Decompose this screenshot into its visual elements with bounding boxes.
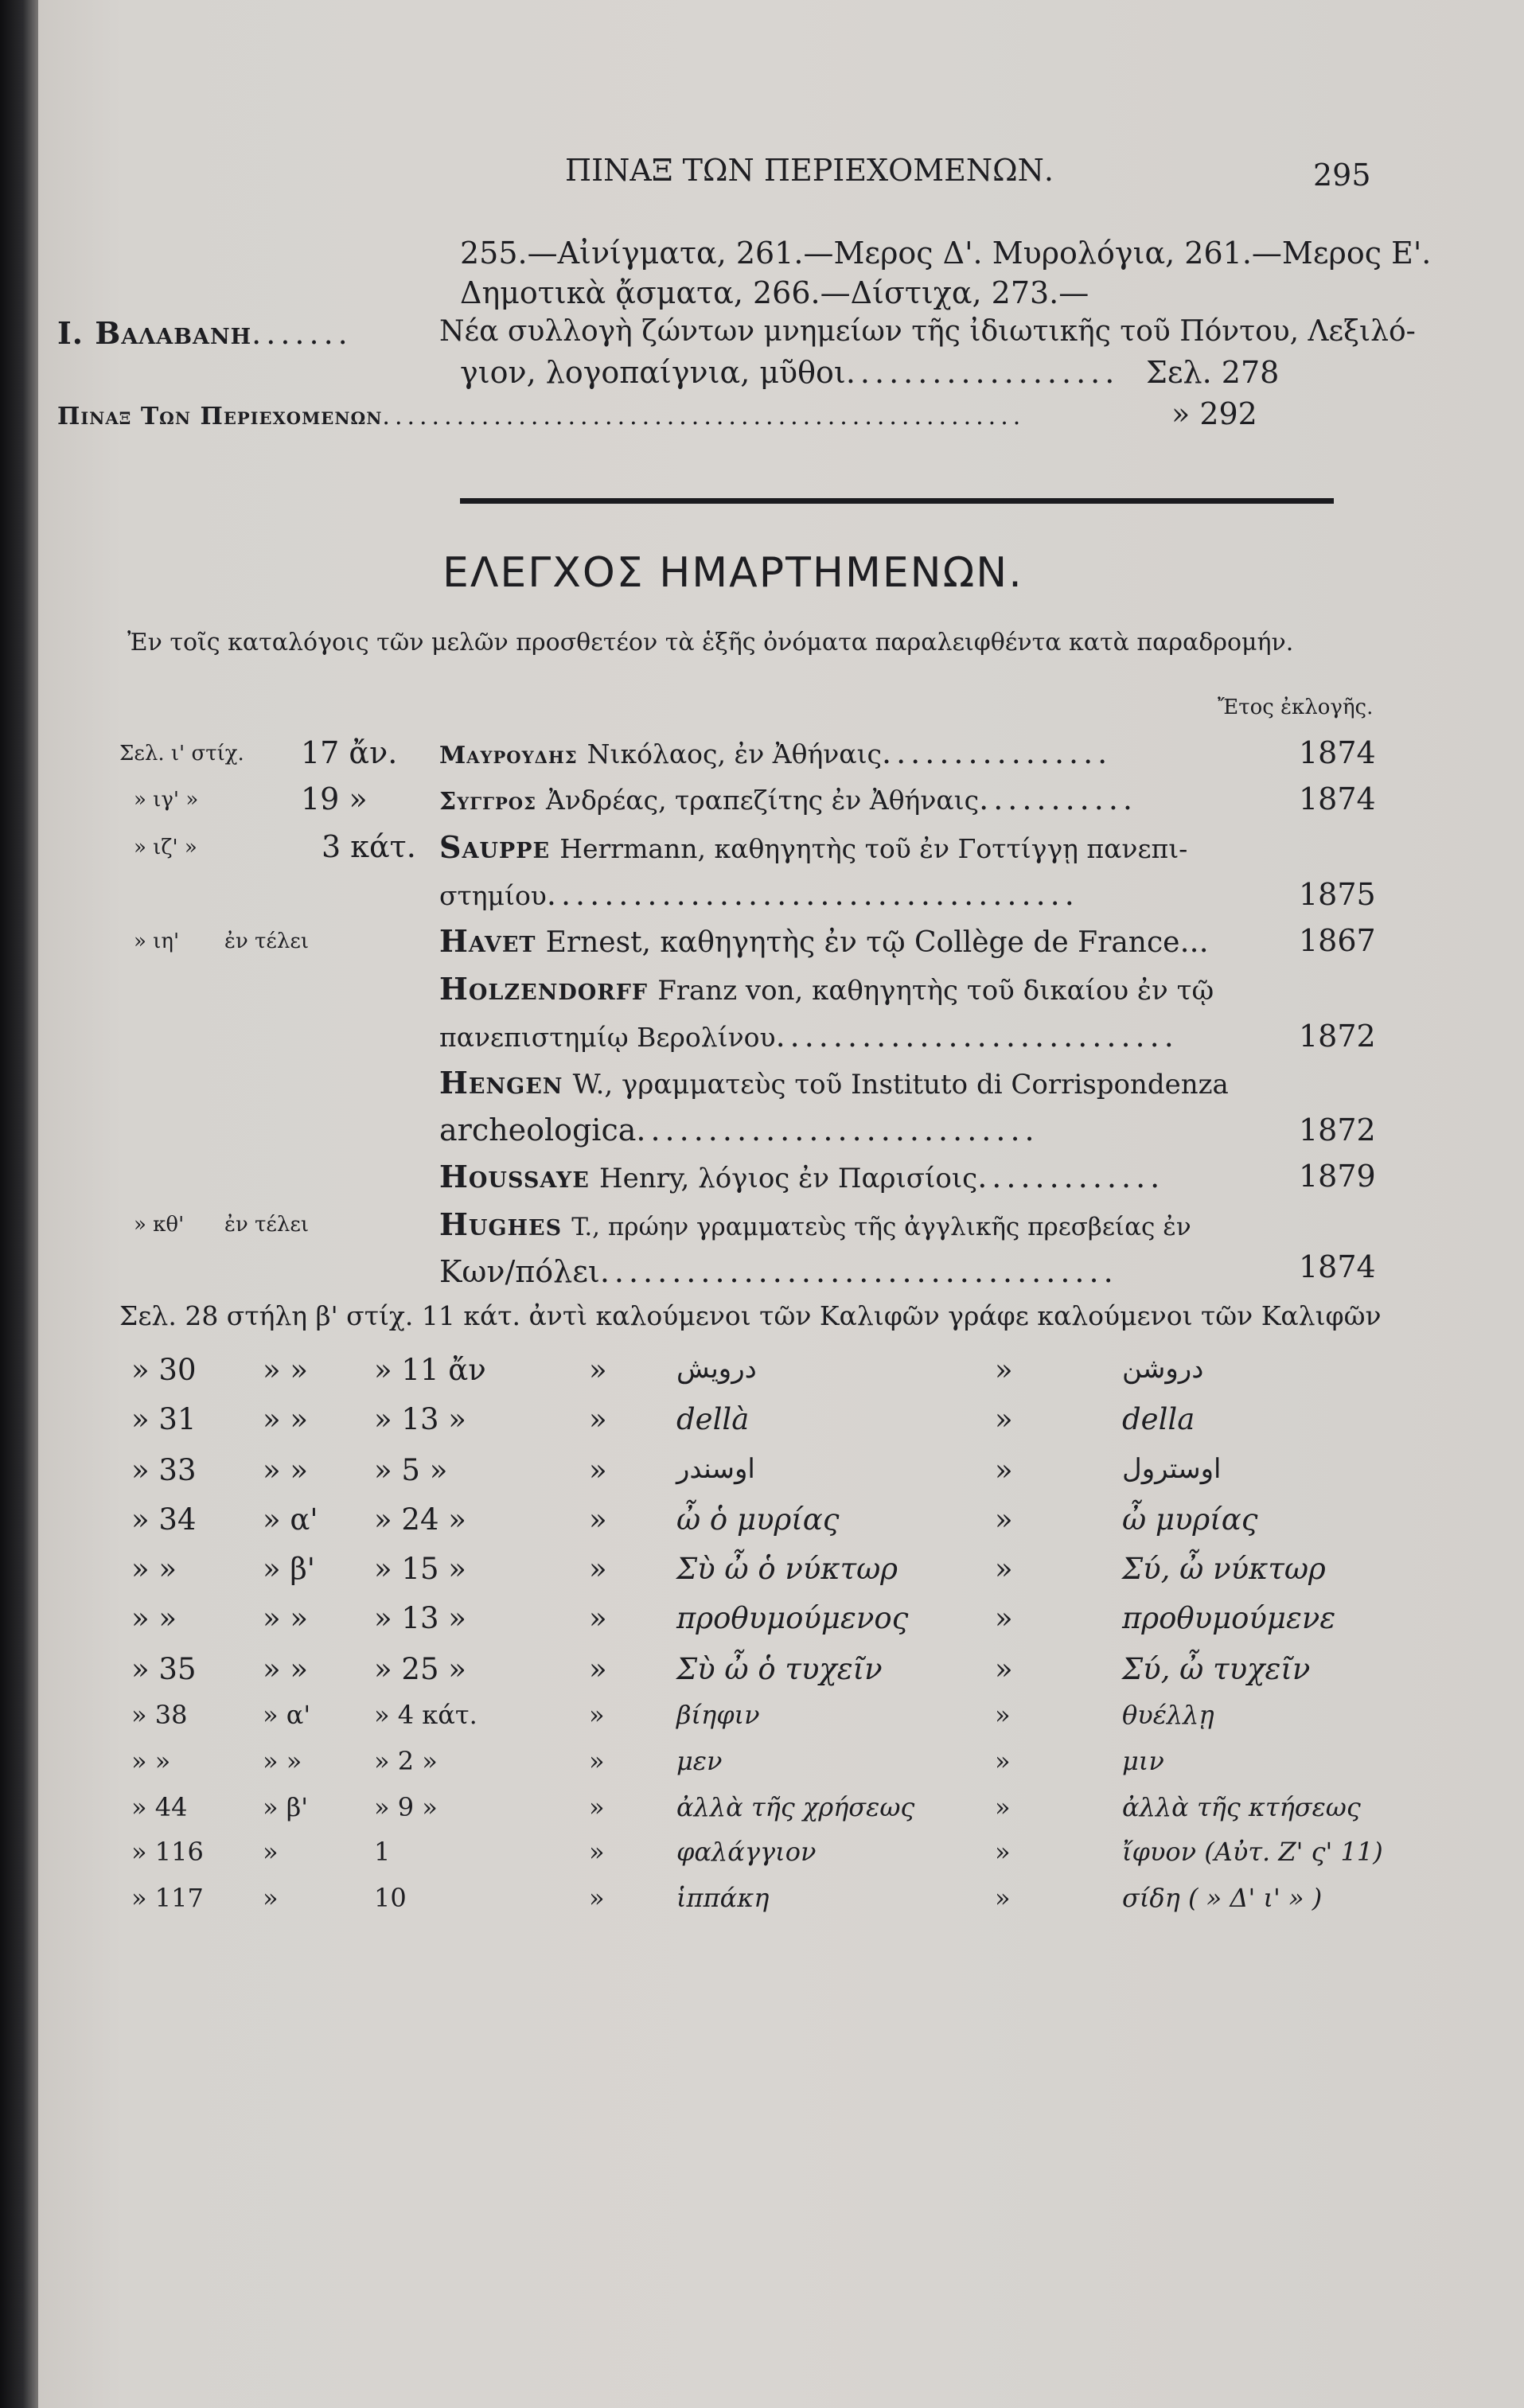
toc-leader-dots: ................... [845,355,1120,390]
entry-leader-dots: ............. [977,1159,1165,1194]
entry-cont-text: στημίου [439,880,547,911]
corrections-intro: Σελ. 28 στήλη β' στίχ. 11 κάτ. ἀντὶ καλούμενοι τῶν Καλιφῶν γράφε καλούμενοι τῶν Καλιφῶν [119,1300,1382,1331]
entry-ref: » ιζ' » [134,836,197,859]
entry-line-ref: 3 κάτ. [322,829,416,864]
correction-cell-st: » 5 » [374,1453,448,1487]
correction-cell-wrong: βίηφιν [676,1700,760,1730]
running-header-title: ΠΙΝΑΞ ΤΩΝ ΠΕΡΙΕΧΟΜΕΝΩΝ. [565,153,1054,188]
correction-cell-sel: » » [131,1601,177,1635]
toc-entry-author [57,315,353,351]
correction-cell-q: » [589,1552,607,1586]
entry-year: 1874 [1299,735,1376,770]
correction-cell-q: » [589,1402,607,1436]
toc-leader-dots: ....... [251,316,353,351]
correction-cell-right: ὦ μυρίας [1122,1502,1258,1537]
correction-cell-right: اوسترول [1122,1453,1222,1485]
entry-text [439,829,1187,865]
correction-cell-sel: » » [131,1552,177,1586]
year-column-header: Ἔτος ἐκλογῆς. [1218,696,1374,719]
errata-intro: Ἐν τοῖς καταλόγοις τῶν μελῶν προσθετέον τὰ ἑξῆς ὀνόματα παραλειφθέντα κατὰ παραδρομήν. [127,629,1294,657]
correction-cell-wrong: μεν [676,1746,723,1776]
correction-cell-wrong: dellà [676,1402,750,1436]
entry-surname: Houssaye [439,1159,590,1194]
correction-cell-st: » 9 » [374,1792,438,1822]
toc-leader-dots: .................................................... [382,403,1026,431]
correction-cell-sel: » 117 [131,1883,204,1913]
correction-cell-col: » α' [263,1502,318,1537]
entry-line-ref: 17 ἄν. [301,735,398,770]
correction-cell-q2: » [995,1700,1011,1730]
correction-cell-sel: » » [131,1746,171,1776]
correction-cell-q2: » [995,1601,1013,1635]
correction-cell-q: » [589,1601,607,1635]
entry-text [439,781,1137,816]
entry-description: W., γραμματεὺς τοῦ Instituto di Corrispondenza [572,1069,1229,1101]
book-spine-shadow [0,0,38,2408]
correction-cell-col: » » [263,1652,309,1686]
entry-text [439,735,1112,770]
correction-cell-q: » [589,1353,607,1387]
toc-entry-description [460,355,1119,390]
correction-cell-right: προθυμούμενε [1122,1601,1336,1635]
correction-cell-st: 10 [374,1883,407,1913]
correction-cell-right: ἴφυον (Αὐτ. Ζ' ς' 11) [1122,1837,1383,1867]
entry-cont-text: Κων/πόλει [439,1254,600,1289]
correction-cell-wrong: ἀλλὰ τῆς χρήσεως [676,1792,915,1822]
correction-cell-st: » 15 » [374,1552,466,1586]
entry-text [439,1206,1191,1242]
correction-cell-col: » β' [263,1552,315,1586]
toc-entry-index [57,396,1025,431]
entry-continuation [439,1254,1118,1289]
correction-cell-wrong: ἱππάκη [676,1883,770,1913]
correction-cell-right: μιν [1122,1746,1164,1776]
entry-continuation [439,1112,1039,1148]
entry-text [439,1159,1164,1194]
section-divider [460,498,1334,504]
correction-cell-col: » » [263,1353,309,1387]
correction-cell-sel: » 31 [131,1402,197,1436]
correction-cell-sel: » 116 [131,1837,204,1867]
correction-cell-right: Σύ, ὦ τυχεῖν [1122,1652,1311,1686]
entry-cont-text: πανεπιστημίῳ Βερολίνου [439,1022,776,1053]
correction-cell-st: » 13 » [374,1402,466,1436]
correction-cell-right: دروشن [1122,1353,1204,1385]
correction-cell-q2: » [995,1652,1013,1686]
correction-cell-wrong: φαλάγγιον [676,1837,817,1867]
entry-text [439,1065,1229,1101]
correction-cell-st: » 11 ἄν [374,1353,486,1387]
correction-cell-st: » 2 » [374,1746,438,1776]
entry-surname: Sauppe [439,829,551,865]
entry-year: 1867 [1299,923,1376,958]
correction-cell-sel: » 44 [131,1792,188,1822]
entry-leader-dots: ............................ [775,1019,1179,1054]
entry-leader-dots: ..................................... [546,877,1079,912]
correction-cell-sel: » 34 [131,1502,197,1537]
toc-desc-cont: γιον, λογοπαίγνια, μῦθοι [460,355,846,390]
correction-cell-q2: » [995,1883,1011,1913]
entry-line-ref: 19 » [301,781,368,816]
entry-surname: Μαυρουδης [439,742,578,770]
correction-cell-right: θυέλλῃ [1122,1700,1214,1730]
correction-cell-q: » [589,1792,605,1822]
entry-ref: » κθ' [134,1213,185,1237]
correction-cell-col: » » [263,1402,309,1436]
entry-year: 1872 [1299,1112,1376,1148]
toc-index-name: Πιναξ Των Περιεχομενων [57,403,383,431]
correction-cell-wrong: Σὺ ὦ ὁ νύκτωρ [676,1552,898,1586]
toc-author-name: Ι. Βαλαβανη [57,315,252,351]
entry-ref: » ιη' [134,929,180,953]
entry-leader-dots: ............................ [636,1112,1039,1148]
errata-title: ΕΛΕΓΧΟΣ ΗΜΑΡΤΗΜΕΝΩΝ. [442,549,1023,597]
correction-cell-sel: » 33 [131,1453,197,1487]
correction-cell-q: » [589,1700,605,1730]
toc-page-ref: Σελ. 278 [1146,355,1280,390]
entry-description: Ἀνδρέας, τραπεζίτης ἐν Ἀθήναις [546,785,980,816]
correction-cell-col: » [263,1837,279,1867]
correction-cell-q2: » [995,1792,1011,1822]
entry-line-ref: ἐν τέλει [224,1213,310,1237]
entry-leader-dots: ................ [882,735,1113,770]
entry-leader-dots: ... [1179,924,1209,959]
entry-ref: » ιγ' » [134,788,199,812]
correction-cell-sel: » 30 [131,1353,197,1387]
correction-cell-right: σίδη ( » Δ' ι' » ) [1122,1883,1323,1913]
entry-leader-dots: .................................... [599,1254,1118,1289]
correction-cell-col: » » [263,1746,302,1776]
correction-cell-sel: » 38 [131,1700,188,1730]
correction-cell-q: » [589,1746,605,1776]
entry-description: Ernest, καθηγητὴς ἐν τῷ Collège de France [545,926,1180,959]
correction-cell-st: 1 [374,1837,391,1867]
correction-cell-sel: » 35 [131,1652,197,1686]
correction-cell-q: » [589,1883,605,1913]
correction-cell-q2: » [995,1502,1013,1537]
correction-cell-col: » β' [263,1792,309,1822]
entry-continuation [439,877,1079,912]
entry-line-ref: ἐν τέλει [224,929,310,953]
toc-page-ref: » 292 [1171,396,1257,431]
correction-cell-st: » 13 » [374,1601,466,1635]
correction-cell-q: » [589,1837,605,1867]
correction-cell-col: » α' [263,1700,311,1730]
entry-description: Henry, λόγιος ἐν Παρισίοις [598,1163,978,1194]
correction-cell-q: » [589,1502,607,1537]
entry-text [439,971,1214,1007]
correction-cell-q2: » [995,1353,1013,1387]
correction-cell-wrong: درويش [676,1353,757,1385]
correction-cell-wrong: اوسندر [676,1453,755,1485]
entry-description: Franz von, καθηγητὴς τοῦ δικαίου ἐν τῷ [657,975,1214,1007]
correction-cell-col: » [263,1883,279,1913]
entry-year: 1874 [1299,781,1376,816]
correction-cell-q2: » [995,1453,1013,1487]
correction-cell-q2: » [995,1837,1011,1867]
correction-cell-q2: » [995,1746,1011,1776]
correction-cell-q2: » [995,1402,1013,1436]
toc-entry-description: Νέα συλλογὴ ζώντων μνημείων τῆς ἰδιωτικῆς τοῦ Πόντου, Λεξιλό- [439,315,1416,348]
entry-surname: Συγγρος [439,788,536,816]
entry-description: Herrmann, καθηγητὴς τοῦ ἐν Γοττίγγῃ πανεπι- [559,833,1188,864]
entry-continuation [439,1019,1179,1054]
entry-text [439,923,1209,959]
correction-cell-q: » [589,1453,607,1487]
entry-leader-dots: ........... [979,781,1137,816]
toc-line: 255.—Αἰνίγματα, 261.—Μερος Δ'. Μυρολόγια, 261.—Μερος Ε'. [460,236,1432,271]
correction-cell-right: della [1122,1402,1195,1436]
entry-ref: Σελ. ι' στίχ. [119,742,244,766]
correction-cell-right: Σύ, ὦ νύκτωρ [1122,1552,1326,1586]
correction-cell-q: » [589,1652,607,1686]
correction-cell-st: » 24 » [374,1502,466,1537]
entry-surname: Hengen [439,1065,563,1101]
correction-cell-q2: » [995,1552,1013,1586]
entry-cont-text: archeologica [439,1112,637,1148]
correction-cell-wrong: ὦ ὁ μυρίας [676,1502,840,1537]
entry-year: 1875 [1299,877,1376,912]
correction-cell-col: » » [263,1601,309,1635]
correction-cell-st: » 25 » [374,1652,466,1686]
correction-cell-wrong: Σὺ ὦ ὁ τυχεῖν [676,1652,883,1686]
entry-surname: Hughes [439,1206,563,1242]
entry-year: 1872 [1299,1019,1376,1054]
correction-cell-wrong: προθυμούμενος [676,1601,909,1635]
correction-cell-col: » » [263,1453,309,1487]
correction-cell-right: ἀλλὰ τῆς κτήσεως [1122,1792,1361,1822]
entry-surname: Havet [439,923,536,959]
correction-cell-st: » 4 κάτ. [374,1700,477,1730]
page-number: 295 [1313,158,1371,193]
toc-line: Δημοτικὰ ᾄσματα, 266.—Δίστιχα, 273.— [460,275,1089,310]
entry-description: Νικόλαος, ἐν Ἀθήναις [587,738,882,770]
entry-year: 1879 [1299,1159,1376,1194]
entry-description: T., πρώην γραμματεὺς τῆς ἀγγλικῆς πρεσβείας ἐν [571,1213,1191,1241]
entry-surname: Holzendorff [439,971,649,1007]
entry-year: 1874 [1299,1249,1376,1284]
